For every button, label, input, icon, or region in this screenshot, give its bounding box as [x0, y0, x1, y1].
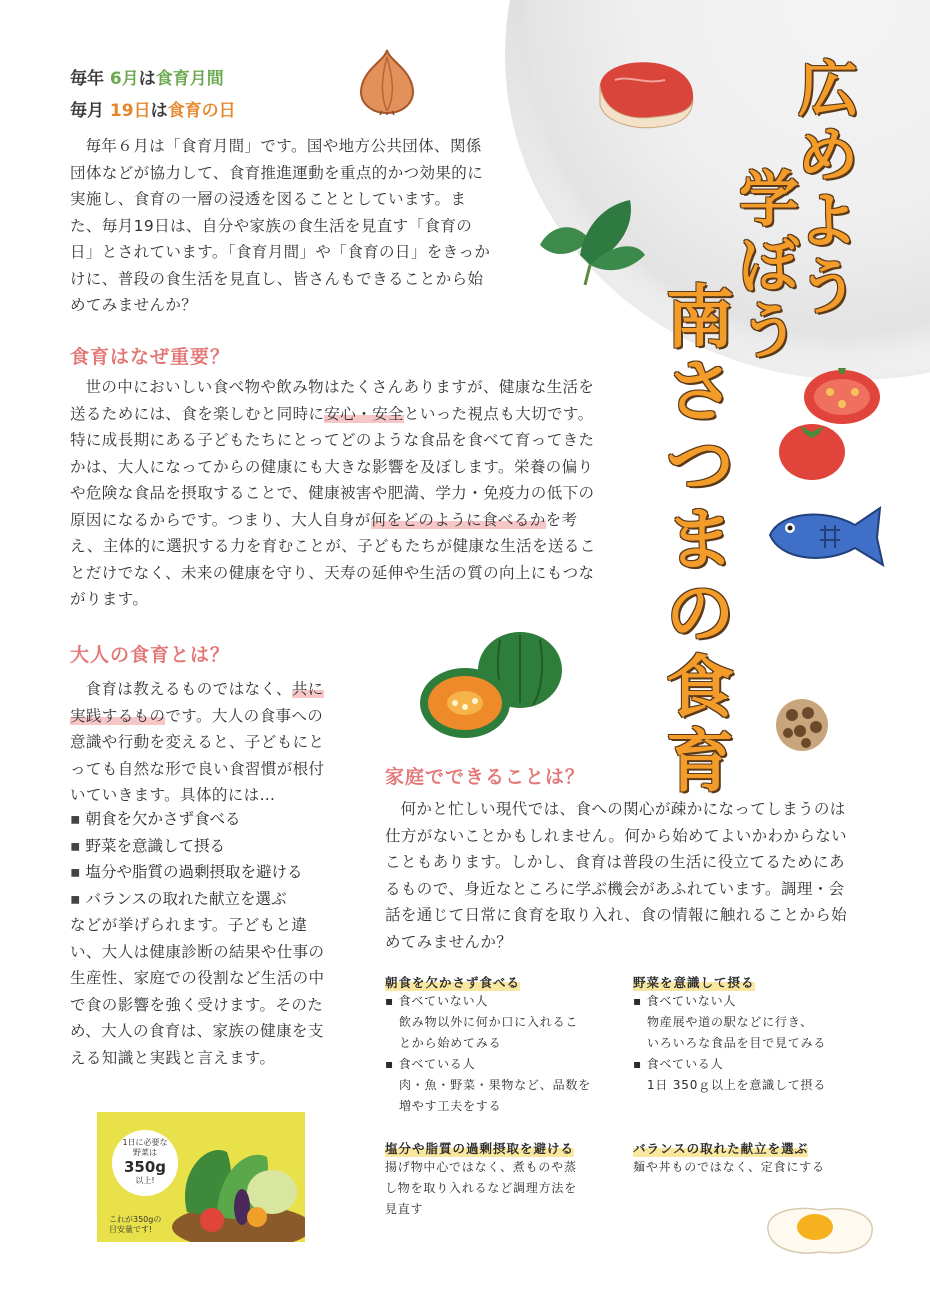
mushroom-icon — [772, 695, 832, 755]
tip-text: し物を取り入れるなど調理方法を — [385, 1181, 578, 1195]
tip-text: 肉・魚・野菜・果物など、品数を — [399, 1078, 592, 1092]
why-text-2: といった視点も大切です。特に成長期にある子どもたちにとってどのような食品を食べて育ってきたかは、大人になってからの健康にも大きな影響を及ぼします。栄養の偏りや危険な食品を摂取することで、健康被害や肥満、学力・免疫力の低下の原因になるからです。つまり、大人自身が — [70, 404, 595, 529]
adult-mark: 共に実践するもの — [70, 680, 324, 725]
tip-text: 飲み物以外に何か口に入れるこ — [399, 1015, 579, 1029]
tip-salt — [385, 1138, 615, 1220]
caption-text: これが350gの — [109, 1215, 162, 1224]
adult-body-1 — [70, 676, 338, 809]
intro-text: は — [138, 69, 156, 89]
fried-egg-icon — [760, 1200, 880, 1260]
intro-highlight: 6月 — [109, 69, 139, 89]
heading-why: 食育はなぜ重要？ — [70, 346, 231, 368]
title-char: う — [798, 253, 858, 323]
adult-body-2: などが挙げられます。子どもと違い、大人は健康診断の結果や仕事の生産性、家庭での役割など生活の中で食の影響を強く受けます。そのため、大人の食育は、家族の健康を支える知識と実践と言えます。 — [70, 916, 325, 1067]
intro-text: は — [150, 101, 168, 121]
spinach-icon — [530, 185, 650, 285]
meat-icon — [595, 55, 700, 135]
tip-text: 揚げ物中心ではなく、煮ものや蒸 — [385, 1160, 577, 1174]
vegetable-amount-badge — [112, 1130, 178, 1196]
intro-highlight: 食育月間 — [155, 69, 224, 89]
intro-line-1 — [70, 64, 224, 89]
pumpkin-icon — [415, 625, 565, 740]
tip-body — [633, 991, 863, 1096]
list-item: ▪ バランスの取れた献立を選ぶ — [70, 886, 338, 913]
adult-bullet-list — [70, 806, 338, 912]
heading-adult: 大人の食育とは？ — [70, 644, 231, 666]
title-char: ぼ — [739, 231, 799, 301]
tip-title: 塩分や脂質の過剰摂取を避ける — [385, 1141, 575, 1156]
tip-body — [385, 1157, 615, 1220]
tip-title: 朝食を欠かさず食べる — [385, 975, 521, 990]
intro-text: 毎月 — [70, 101, 110, 121]
tip-bullet: ▪ 食べている人 — [385, 1054, 615, 1075]
why-mark-2: 何をどのように食べるか — [370, 510, 546, 529]
caption-text: 目安量です! — [109, 1225, 153, 1234]
tip-text: 増やす工夫をする — [399, 1099, 502, 1113]
photo-caption — [109, 1215, 161, 1235]
list-item: ▪ 朝食を欠かさず食べる — [70, 806, 338, 833]
tip-body — [385, 991, 615, 1117]
tip-vegetables — [633, 972, 863, 1096]
badge-text: 野菜は — [133, 1148, 157, 1157]
tip-bullet: ▪ 食べていない人 — [385, 991, 615, 1012]
title-column-2 — [733, 165, 805, 368]
why-text-3: を考え、主体的に選択する力を育むことが、子どもたちが健康な生活を送ることだけでなく、未来の健康を守り、天寿の延伸や生活の質の向上にもつながります。 — [70, 510, 596, 608]
vegetable-basket-icon — [157, 1132, 305, 1242]
intro-highlight: 19日 — [109, 101, 151, 121]
title-char: ま — [665, 501, 734, 580]
intro-text: 毎年 — [70, 69, 110, 89]
tip-body — [633, 1157, 863, 1178]
title-char: 広 — [798, 55, 858, 125]
title-char: つ — [665, 427, 734, 506]
tip-text: とから始めてみる — [399, 1036, 502, 1050]
why-text-1: 世の中においしい食べ物や飲み物はたくさんありますが、健康な生活を送るためには、食を楽しむと同時に — [70, 378, 595, 423]
why-body — [70, 374, 605, 613]
tip-title: 野菜を意識して摂る — [633, 975, 755, 990]
tip-text: 見直す — [385, 1202, 424, 1216]
intro-line-2 — [70, 96, 236, 121]
tip-bullet: ▪ 食べていない人 — [633, 991, 863, 1012]
intro-body: 毎年６月は「食育月間」です。国や地方公共団体、関係団体などが協力して、食育推進運動を重点的かつ効果的に実施し、食育の一層の浸透を図ることとしています。また、毎月19日は、自分や家族の食生活を見直す「食育の日」とされています。「食育月間」や「食育の日」をきっかけに、普段の食生活を見直し、皆さんもできることから始めてみませんか？ — [70, 137, 491, 314]
tip-text: 物産展や道の駅などに行き、 — [647, 1015, 813, 1029]
onion-icon — [352, 45, 422, 115]
tip-text: 麺や丼ものではなく、定食にする — [633, 1160, 825, 1174]
list-item: ▪ 塩分や脂質の過剰摂取を避ける — [70, 859, 338, 886]
tip-breakfast — [385, 972, 615, 1117]
title-char: う — [739, 297, 799, 367]
badge-text: 以上! — [135, 1176, 155, 1185]
tip-bullet: ▪ 食べている人 — [633, 1054, 863, 1075]
title-char: 食 — [665, 649, 734, 728]
home-body: 何かと忙しい現代では、食への関心が疎かになってしまうのは仕方がないことかもしれません。何から始めてよいかわからないこともあります。しかし、食育は普段の生活に役立てるためにあるもので、身近なところに学ぶ機会があふれています。調理・会話を通じて日常に食育を取り入れ、食の情報に触れることから始めてみませんか？ — [385, 800, 848, 951]
tip-title: バランスの取れた献立を選ぶ — [633, 1141, 809, 1156]
adult-text-2: です。大人の食事への意識や行動を変えると、子どもにとっても自然な形で良い食習慣が根付いていきます。具体的には… — [70, 706, 325, 804]
title-column-3 — [660, 279, 740, 803]
badge-amount: 350g — [123, 1158, 167, 1176]
list-item: ▪ 野菜を意識して摂る — [70, 833, 338, 860]
title-char: さ — [665, 353, 734, 432]
vegetable-photo — [97, 1112, 305, 1242]
heading-home: 家庭でできることは？ — [385, 766, 586, 788]
title-char: 育 — [665, 723, 734, 802]
fish-icon — [765, 500, 890, 575]
title-char: よ — [798, 187, 858, 257]
title-char: 学 — [739, 165, 799, 235]
why-mark-1: 安心・安全 — [324, 404, 404, 423]
adult-text-1: 食育は教えるものではなく、 — [85, 680, 292, 698]
tip-text: 1日 350ｇ以上を意識して摂る — [647, 1078, 827, 1092]
intro-highlight: 食育の日 — [167, 101, 236, 121]
badge-text: 1日に必要な — [122, 1138, 168, 1147]
tomato-icon — [775, 412, 850, 482]
title-char: の — [665, 575, 734, 654]
title-char: め — [798, 121, 858, 191]
tip-text: いろいろな食品を目で見てみる — [647, 1036, 827, 1050]
title-char: 南 — [665, 279, 734, 358]
tip-balance — [633, 1138, 863, 1178]
